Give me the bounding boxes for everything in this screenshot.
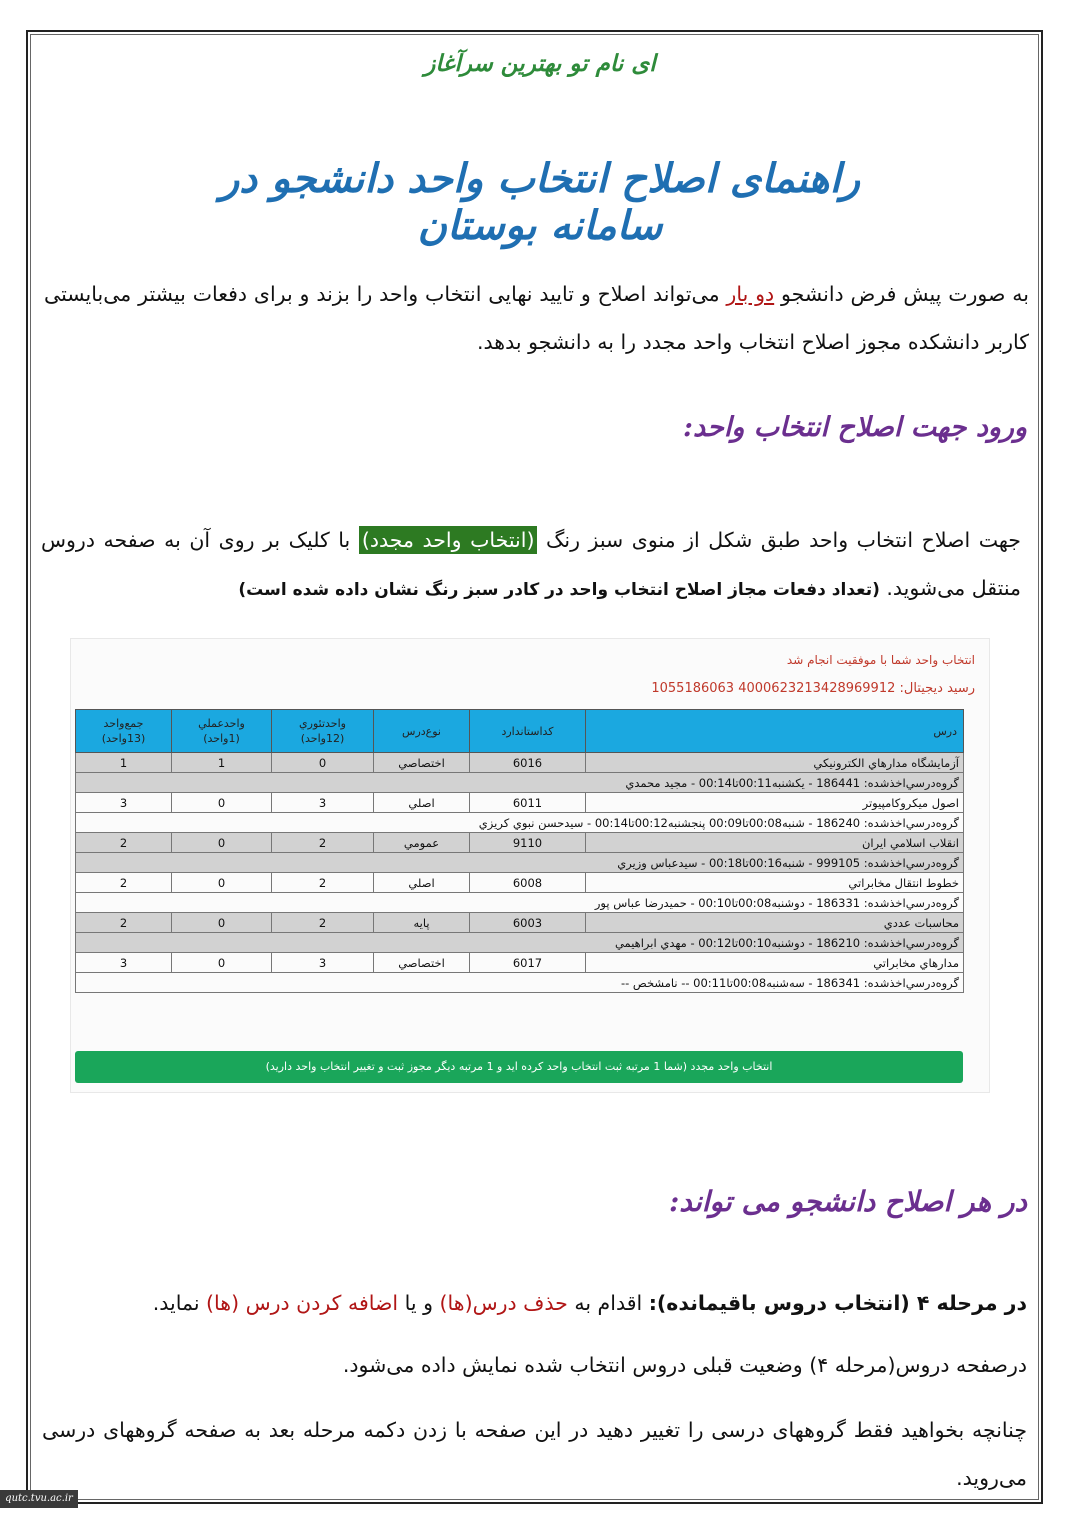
col-total-label: جمع‌واحد [103,717,144,730]
step4-remove: حذف درس(ها) [439,1291,568,1315]
course-code: 6016 [470,753,586,773]
course-type: اصلي [374,793,470,813]
course-code: 6011 [470,793,586,813]
group-change-note: چنانچه بخواهید فقط گروههای درسی را تغییر دهید در این صفحه با زدن دکمه مرحله بعد به صفحه گروههای درسی می‌روید. [42,1418,1027,1490]
col-type: نوع‌درس [374,710,470,753]
intro-text-after: می‌تواند اصلاح و تایید نهایی انتخاب واحد را بزند و برای دفعات بیشتر می‌بایستی کاربر دانشکده مجوز اصلاح انتخاب واحد مجدد را به دانشجو بدهد. [44,282,1029,354]
step4-label: در مرحله ۴ (انتخاب دروس باقیمانده): [648,1291,1027,1315]
table-header-row [76,710,964,753]
course-theory: 2 [272,873,374,893]
entry-text-after: با کلیک بر روی آن به صفحه دروس منتقل می‌شوید. [41,528,1021,600]
course-row [76,953,964,973]
step4-text1: اقدام به [567,1291,649,1315]
group-row [76,773,964,793]
course-practical: 0 [172,793,272,813]
entry-text-before: جهت اصلاح انتخاب واحد طبق شکل از منوی سبز رنگ [537,528,1021,552]
course-theory: 2 [272,833,374,853]
boostan-screenshot [70,638,990,1093]
course-name: آزمايشگاه مدارهاي الكترونيكي [586,753,964,773]
course-group: گروه‌درسي‌اخذشده: 186210 - دوشنبه00:10تا00:12 - مهدي ابراهيمي [76,933,964,953]
intro-highlight: دو بار [726,282,775,306]
col-theory-label: واحدتئوري [299,717,346,730]
course-type: پايه [374,913,470,933]
receipt-number: 4000623213428969912 1055186063 [651,681,896,696]
intro-paragraph [44,270,1029,366]
group-row [76,973,964,993]
col-theory [272,710,374,753]
digital-receipt [651,681,975,696]
step4-add: اضافه کردن درس (ها) [206,1291,399,1315]
courses-page-note: درصفحه دروس(مرحله ۴) وضعیت قبلی دروس انتخاب شده نمایش داده می‌شود. [342,1353,1027,1377]
group-row [76,853,964,873]
step4-text2: و یا [398,1291,440,1315]
course-type: اختصاصي [374,953,470,973]
course-theory: 3 [272,793,374,813]
course-practical: 0 [172,873,272,893]
page-title: راهنمای اصلاح انتخاب واحد دانشجو در سامانه بوستان [219,155,861,249]
step4-text3: نماید. [152,1291,207,1315]
course-theory: 0 [272,753,374,773]
course-theory: 2 [272,913,374,933]
course-group: گروه‌درسي‌اخذشده: 186240 - شنبه00:08تا00:09 پنجشنبه00:12تا00:14 - سيدحسن نبوي كريزي [76,813,964,833]
course-practical: 0 [172,953,272,973]
col-theory-sub: (12واحد) [300,732,345,745]
course-row [76,913,964,933]
group-row [76,813,964,833]
step4-paragraph [42,1285,1027,1321]
course-name: انقلاب اسلامي ايران [586,833,964,853]
course-name: محاسبات عددي [586,913,964,933]
col-course: درس [586,710,964,753]
course-name: خطوط انتقال مخابراتي [586,873,964,893]
receipt-label: رسید دیجیتال: [895,681,975,696]
col-practical [172,710,272,753]
course-practical: 1 [172,753,272,773]
selected-courses-table [75,709,964,993]
course-total: 3 [76,953,172,973]
course-row [76,833,964,853]
course-name: مدارهاي مخابراتي [586,953,964,973]
course-group: گروه‌درسي‌اخذشده: 186441 - يكشنبه00:11تا00:14 - مجيد محمدي [76,773,964,793]
col-practical-sub: (1واحد) [203,732,240,745]
course-group: گروه‌درسي‌اخذشده: 186341 - سه‌شنبه00:08تا00:11 -- نامشخص -- [76,973,964,993]
section-heading-entry: ورود جهت اصلاح انتخاب واحد: [683,412,1027,443]
course-row [76,873,964,893]
course-code: 6008 [470,873,586,893]
green-menu-label: (انتخاب واحد مجدد) [359,526,538,554]
col-code: کداستاندارد [470,710,586,753]
course-type: عمومي [374,833,470,853]
course-code: 9110 [470,833,586,853]
course-total: 2 [76,913,172,933]
entry-bold-note: (تعداد دفعات مجاز اصلاح انتخاب واحد در کادر سبز رنگ نشان داده شده است) [238,580,880,600]
course-total: 2 [76,833,172,853]
course-group: گروه‌درسي‌اخذشده: 999105 - شنبه00:16تا00:18 - سيدعباس وزيري [76,853,964,873]
course-total: 3 [76,793,172,813]
course-total: 1 [76,753,172,773]
intro-text-before: به صورت پیش فرض دانشجو [774,282,1029,306]
course-total: 2 [76,873,172,893]
course-code: 6017 [470,953,586,973]
course-practical: 0 [172,833,272,853]
course-code: 6003 [470,913,586,933]
group-row [76,933,964,953]
col-total-sub: (13واحد) [101,732,146,745]
course-row [76,793,964,813]
course-row [76,753,964,773]
course-type: اصلي [374,873,470,893]
course-name: اصول ميكروكامپيوتر [586,793,964,813]
entry-paragraph [41,516,1021,614]
col-total [76,710,172,753]
course-practical: 0 [172,913,272,933]
course-theory: 3 [272,953,374,973]
reselect-units-button[interactable]: انتخاب واحد مجدد (شما 1 مرتبه ثبت انتخاب واحد كرده ايد و 1 مرتبه ديگر مجوز ثبت و تغيير انتخاب واحد داريد) [75,1051,963,1083]
basmala-heading: ای نام تو بهترین سرآغاز [424,50,656,77]
course-group: گروه‌درسي‌اخذشده: 186331 - دوشنبه00:08تا00:10 - حميدرضا عباس پور [76,893,964,913]
site-watermark: qutc.tvu.ac.ir [0,1490,78,1508]
group-row [76,893,964,913]
section-heading-can-do: در هر اصلاح دانشجو می تواند: [668,1185,1027,1218]
col-practical-label: واحدعملي [198,717,245,730]
course-type: اختصاصي [374,753,470,773]
success-message: انتخاب واحد شما با موفقیت انجام شد [786,653,975,667]
